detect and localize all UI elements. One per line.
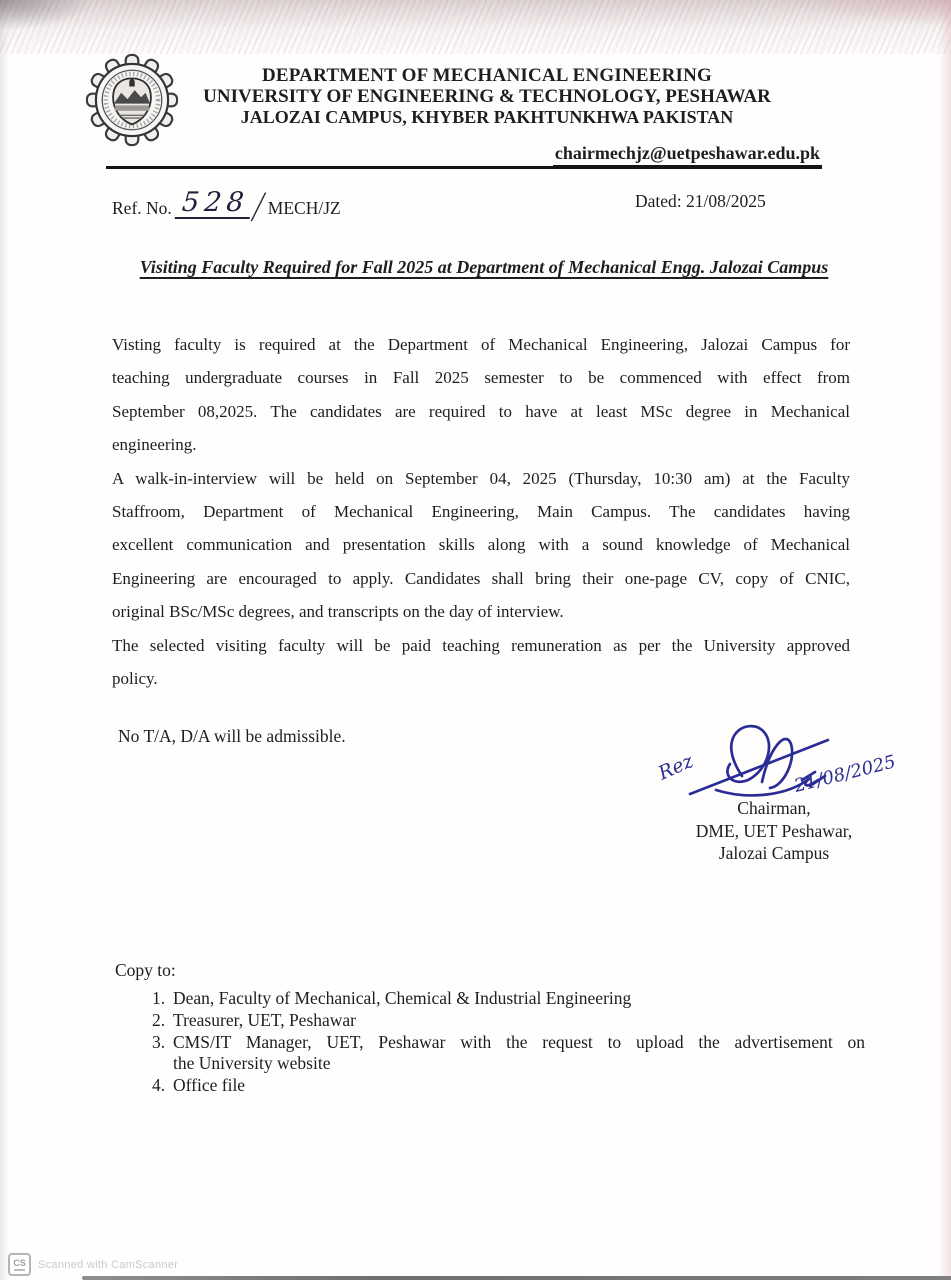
body-line: A walk-in-interview will be held on September 04, 2025 (Thursday, 10:30 am) at the Faculty: [112, 468, 850, 488]
body-line: Visting faculty is required at the Department of Mechanical Engineering, Jalozai Campus for: [112, 335, 850, 354]
body-line: Staffroom, Department of Mechanical Engineering, Main Campus. The candidates having: [112, 502, 850, 522]
body-line: Engineering are encouraged to apply. Candidates shall bring their one-page CV, copy of CNIC,: [112, 568, 850, 588]
letter-subject: Visiting Faculty Required for Fall 2025 at Department of Mechanical Engg. Jalozai Campus: [139, 257, 829, 277]
signature-initials: Rez: [655, 750, 697, 785]
paragraph-1: [112, 328, 850, 462]
item-number: 3.: [152, 1031, 166, 1052]
paragraph-2: [112, 462, 850, 629]
copy-to-section: [115, 960, 905, 1097]
body-line: The selected visiting faculty will be paid teaching remuneration as per the University approved: [112, 635, 850, 655]
body-line: excellent communication and presentation skills along with a sound knowledge of Mechanical: [112, 535, 850, 555]
copy-item-3: [152, 1032, 905, 1076]
ta-da-note: No T/A, D/A will be admissible.: [118, 726, 346, 746]
item-number: 2.: [152, 1009, 166, 1030]
item-text: Treasurer, UET, Peshawar: [173, 1009, 356, 1030]
camscanner-badge-icon: CS: [8, 1253, 31, 1276]
university-name: UNIVERSITY OF ENGINEERING & TECHNOLOGY, PESHAWAR: [203, 85, 771, 107]
copy-item-1: [152, 988, 905, 1010]
letter-body: [112, 328, 850, 695]
copy-item-2: [152, 1010, 905, 1032]
signatory-block: [640, 797, 908, 865]
body-line: policy.: [112, 669, 158, 689]
department-name: DEPARTMENT OF MECHANICAL ENGINEERING: [261, 65, 713, 86]
ref-number-handwritten: 528: [175, 189, 252, 219]
reference-number-row: [112, 181, 341, 234]
signatory-campus: Jalozai Campus: [718, 843, 830, 863]
date-line: Dated: 21/08/2025: [635, 191, 766, 211]
ref-slash-mark: /: [248, 181, 269, 234]
chairman-email: chairmechjz@uetpeshawar.edu.pk: [553, 143, 822, 167]
body-line: original BSc/MSc degrees, and transcripts on the day of interview.: [112, 602, 564, 622]
scan-noise-top: [0, 0, 951, 54]
ref-label: Ref. No.: [112, 198, 172, 218]
scan-bottom-edge: [82, 1276, 951, 1280]
signature-handwritten-date: 21/08/2025: [792, 751, 898, 797]
body-line: September 08,2025. The candidates are required to have at least MSc degree in Mechanical: [112, 401, 850, 421]
copy-to-list: [152, 988, 905, 1097]
scan-noise-left: [0, 0, 9, 1280]
body-line: engineering.: [112, 435, 197, 455]
copy-item-4: [152, 1075, 905, 1097]
item-text: Dean, Faculty of Mechanical, Chemical & Industrial Engineering: [173, 988, 632, 1008]
header-divider: [106, 166, 822, 169]
scan-noise-right: [938, 0, 951, 1280]
letterhead: [112, 66, 862, 128]
paragraph-3: [112, 629, 850, 696]
ref-suffix: MECH/JZ: [267, 198, 341, 218]
copy-to-label: Copy to:: [115, 960, 176, 980]
signatory-title: Chairman,: [737, 798, 811, 818]
item-number: 1.: [152, 988, 166, 1008]
item-text: CMS/IT Manager, UET, Peshawar with the request to upload the advertisement on: [173, 1031, 865, 1052]
item-text: the University website: [173, 1053, 331, 1074]
watermark-text: Scanned with CamScanner: [38, 1258, 179, 1271]
camscanner-watermark: [8, 1253, 178, 1276]
signatory-dept: DME, UET Peshawar,: [695, 820, 853, 841]
item-number: 4.: [152, 1075, 166, 1096]
campus-name: JALOZAI CAMPUS, KHYBER PAKHTUNKHWA PAKISTAN: [240, 107, 734, 127]
body-line: teaching undergraduate courses in Fall 2025 semester to be commenced with effect from: [112, 368, 850, 388]
item-text: Office file: [173, 1075, 246, 1096]
